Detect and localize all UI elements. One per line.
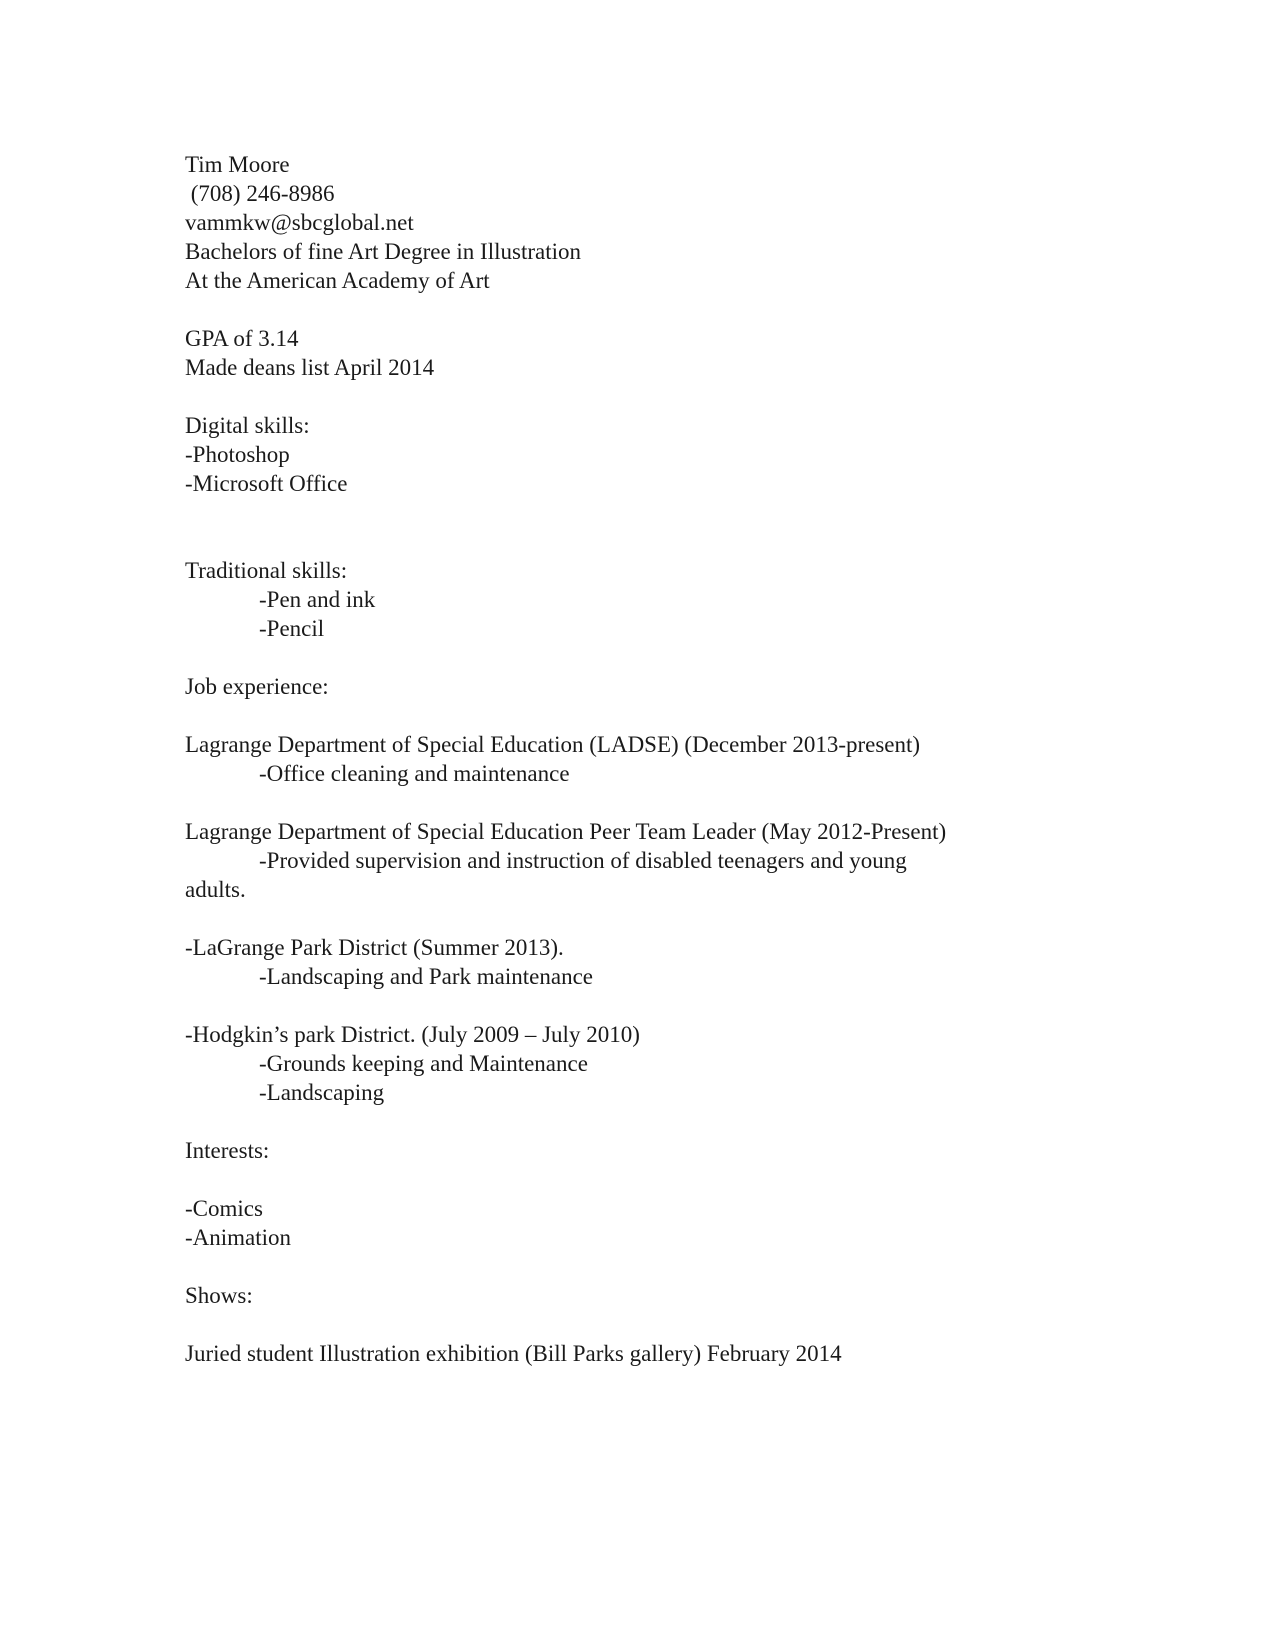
honors-line: Made deans list April 2014 <box>185 355 435 380</box>
job-duty: -Landscaping <box>259 1080 385 1105</box>
email-address: vammkw@sbcglobal.net <box>185 210 414 235</box>
experience-heading: Job experience: <box>185 674 329 699</box>
job-title: -LaGrange Park District (Summer 2013). <box>185 935 564 960</box>
phone-number: (708) 246-8986 <box>185 181 335 206</box>
resume-name: Tim Moore <box>185 152 290 177</box>
digital-skills-heading: Digital skills: <box>185 413 310 438</box>
job-title: Lagrange Department of Special Education Peer Team Leader (May 2012-Present) <box>185 819 947 844</box>
digital-skill-item: -Photoshop <box>185 442 290 467</box>
digital-skill-item: -Microsoft Office <box>185 471 348 496</box>
shows-heading: Shows: <box>185 1283 253 1308</box>
traditional-skills-heading: Traditional skills: <box>185 558 348 583</box>
gpa-line: GPA of 3.14 <box>185 326 299 351</box>
school-line: At the American Academy of Art <box>185 268 490 293</box>
job-duty: -Grounds keeping and Maintenance <box>259 1051 588 1076</box>
job-duty: -Office cleaning and maintenance <box>259 761 570 786</box>
job-duty-continuation: adults. <box>185 877 246 902</box>
degree-line: Bachelors of fine Art Degree in Illustration <box>185 239 581 264</box>
interests-heading: Interests: <box>185 1138 270 1163</box>
traditional-skill-item: -Pencil <box>259 616 325 641</box>
job-duty: -Provided supervision and instruction of disabled teenagers and young <box>259 848 907 873</box>
job-title: Lagrange Department of Special Education (LADSE) (December 2013-present) <box>185 732 921 757</box>
interest-item: -Comics <box>185 1196 263 1221</box>
interest-item: -Animation <box>185 1225 292 1250</box>
traditional-skill-item: -Pen and ink <box>259 587 376 612</box>
job-duty: -Landscaping and Park maintenance <box>259 964 594 989</box>
job-title: -Hodgkin’s park District. (July 2009 – July 2010) <box>185 1022 640 1047</box>
show-item: Juried student Illustration exhibition (Bill Parks gallery) February 2014 <box>185 1341 842 1366</box>
